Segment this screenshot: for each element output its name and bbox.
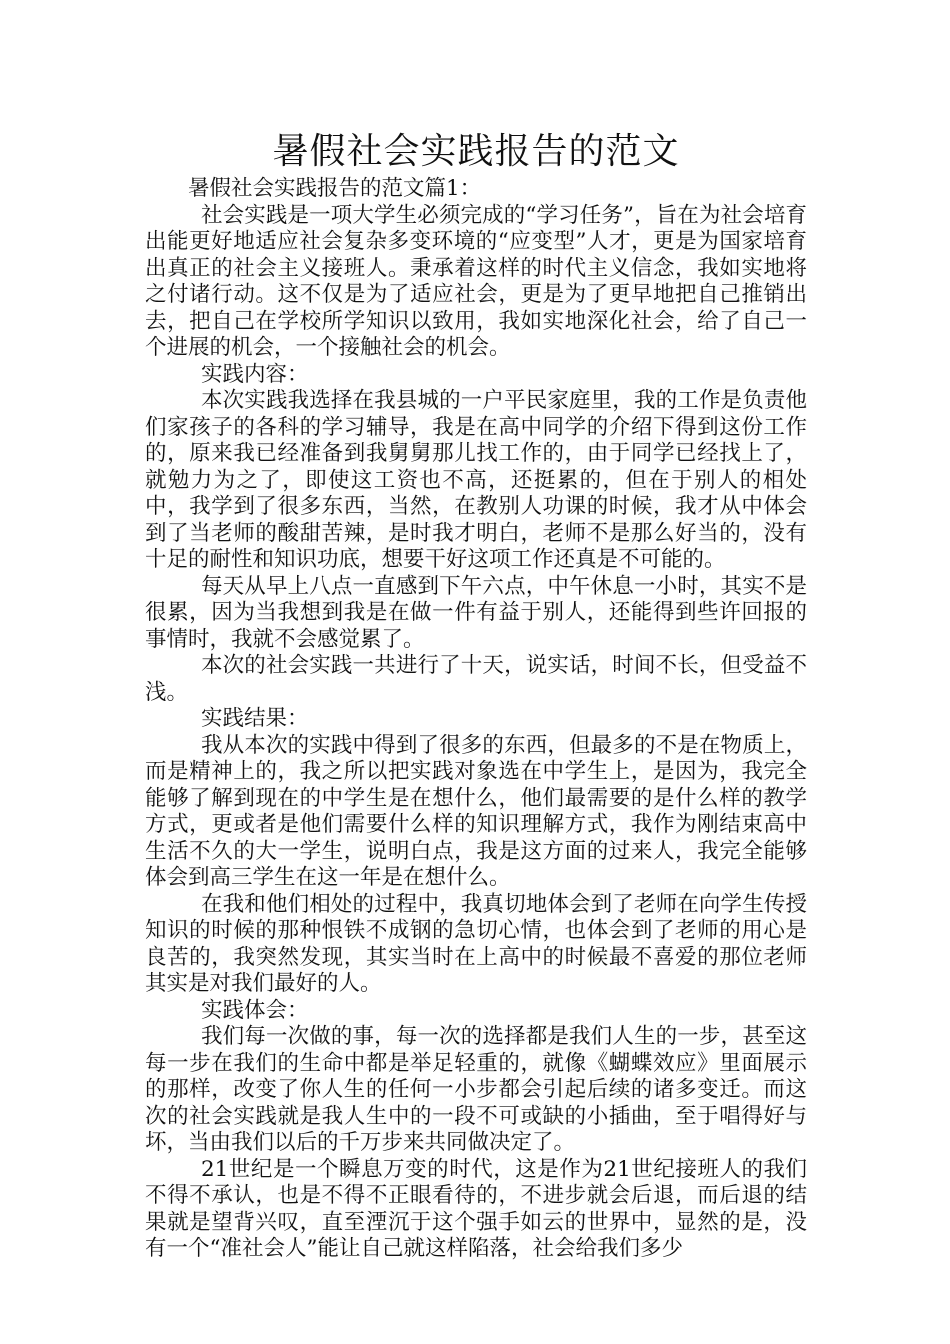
paragraph-results-2: 在我和他们相处的过程中，我真切地体会到了老师在向学生传授知识的时候的那种恨铁不成钢的急切心情，也体会到了老师的用心是良苦的，我突然发现，其实当时在上高中的时候最不喜爱的那位老师其实是对我们最好的人。 [145, 891, 807, 996]
paragraph-content-1: 本次实践我选择在我县城的一户平民家庭里，我的工作是负责他们家孩子的各科的学习辅导，我是在高中同学的介绍下得到这份工作的，原来我已经准备到我舅舅那儿找工作的，由于同学已经找上了，就勉力为之了，即使这工资也不高，还挺累的，但在于别人的相处中，我学到了很多东西，当然，在教别人功课的时候，我才从中体会到了当老师的酸甜苦辣，是时我才明白，老师不是那么好当的，没有十足的耐性和知识功底，想要干好这项工作还真是不可能的。 [145, 388, 807, 572]
paragraph-experience-1: 我们每一次做的事，每一次的选择都是我们人生的一步，甚至这每一步在我们的生命中都是举足轻重的，就像《蝴蝶效应》里面展示的那样，改变了你人生的任何一小步都会引起后续的诸多变迁。而这次的社会实践就是我人生中的一段不可或缺的小插曲，至于唱得好与坏，当由我们以后的千万步来共同做决定了。 [145, 1024, 807, 1155]
document-subtitle: 暑假社会实践报告的范文篇1： [188, 176, 482, 201]
document-title: 暑假社会实践报告的范文 [272, 131, 680, 172]
paragraph-results-1: 我从本次的实践中得到了很多的东西，但最多的不是在物质上，而是精神上的，我之所以把实践对象选在中学生上，是因为，我完全能够了解到现在的中学生是在想什么，他们最需要的是什么样的教学方式，更或者是他们需要什么样的知识理解方式，我作为刚结束高中生活不久的大一学生，说明白点，我是这方面的过来人，我完全能够体会到高三学生在这一年是在想什么。 [145, 732, 807, 890]
document-page [145, 128, 807, 1263]
paragraph-experience-2: 21世纪是一个瞬息万变的时代，这是作为21世纪接班人的我们不得不承认，也是不得不正眼看待的，不进步就会后退，而后退的结果就是望背兴叹，直至湮沉于这个强手如云的世界中，显然的是，没有一个“准社会人”能让自己就这样陷落，社会给我们多少 [145, 1156, 807, 1261]
section-heading-content: 实践内容： [201, 361, 309, 387]
section-heading-results: 实践结果： [201, 706, 309, 731]
paragraph-content-3: 本次的社会实践一共进行了十天，说实话，时间不长，但受益不浅。 [145, 653, 807, 705]
paragraph-content-2: 每天从早上八点一直感到下午六点，中午休息一小时，其实不是很累，因为当我想到我是在做一件有益于别人，还能得到些许回报的事情时，我就不会感觉累了。 [145, 573, 807, 652]
section-heading-experience: 实践体会： [201, 997, 309, 1023]
paragraph-intro: 社会实践是一项大学生必须完成的“学习任务”，旨在为社会培育出能更好地适应社会复杂多变环境的“应变型”人才，更是为国家培育出真正的社会主义接班人。秉承着这样的时代主义信念，我如实地将之付诸行动。这不仅是为了适应社会，更是为了更早地把自己推销出去，把自己在学校所学知识以致用，我如实地深化社会，给了自己一个进展的机会，一个接触社会的机会。 [145, 202, 807, 360]
